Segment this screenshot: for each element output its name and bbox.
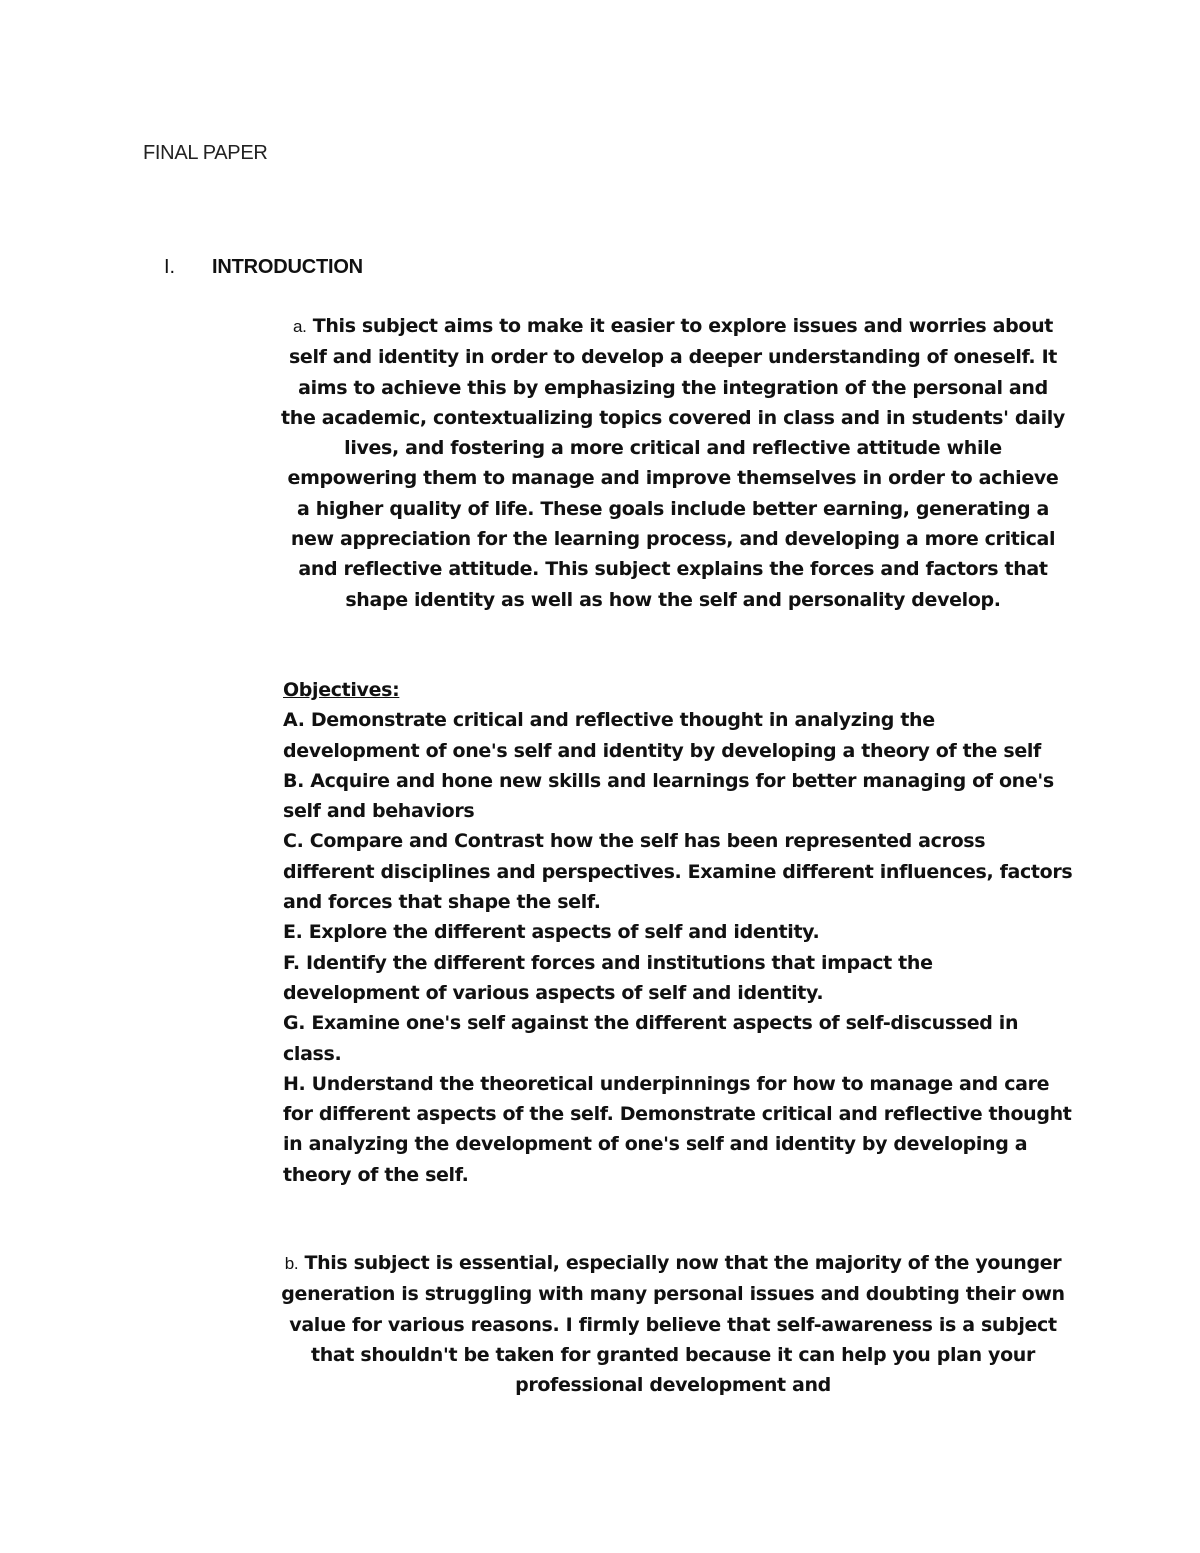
objective-item: H. Understand the theoretical underpinnings for how to manage and care for different aspects of the self. Demonstrate critical and reflective thought in analyzing the development of one's self and identity by developing a theory of the self. <box>283 1072 1072 1186</box>
paragraph-a-text: This subject aims to make it easier to explore issues and worries about self and identity in order to develop a deeper understanding of oneself. It aims to achieve this by emphasizing the integration of the personal and the academic, contextualizing topics covered in class and in students' daily lives, and fostering a more critical and reflective attitude while empowering them to manage and improve themselves in order to achieve a higher quality of life. These goals include better earning, generating a new appreciation for the learning process, and developing a more critical and reflective attitude. This subject explains the forces and factors that shape identity as well as how the self and personality develop. <box>281 315 1065 611</box>
paragraph-b-marker: b. <box>284 1254 299 1273</box>
paragraph-b <box>280 1248 1066 1400</box>
objective-item: A. Demonstrate critical and reflective thought in analyzing the development of one's self and identity by developing a theory of the self <box>283 709 1041 762</box>
section-numeral: I. <box>164 256 176 278</box>
objectives-title: Objectives: <box>283 679 400 701</box>
objectives-block <box>283 675 1073 1190</box>
section-title: INTRODUCTION <box>212 256 363 278</box>
objective-item: C. Compare and Contrast how the self has been represented across different disciplines and perspectives. Examine different influences, factors and forces that shape the self. <box>283 830 1073 914</box>
paragraph-a <box>280 311 1066 615</box>
objective-item: B. Acquire and hone new skills and learnings for better managing of one's self and behaviors <box>283 769 1054 823</box>
page-title: FINAL PAPER <box>143 142 268 164</box>
paragraph-a-marker: a. <box>293 317 307 336</box>
objective-item: G. Examine one's self against the different aspects of self-discussed in class. <box>283 1012 1019 1065</box>
section-heading <box>164 256 363 279</box>
objective-item: F. Identify the different forces and institutions that impact the development of various aspects of self and identity. <box>283 951 933 1004</box>
objective-item: E. Explore the different aspects of self and identity. <box>283 921 820 944</box>
paragraph-b-text: This subject is essential, especially now that the majority of the younger generation is struggling with many personal issues and doubting their own value for various reasons. I firmly believe that self-awareness is a subject that shouldn't be taken for granted because it can help you plan your professional development and <box>281 1252 1065 1397</box>
